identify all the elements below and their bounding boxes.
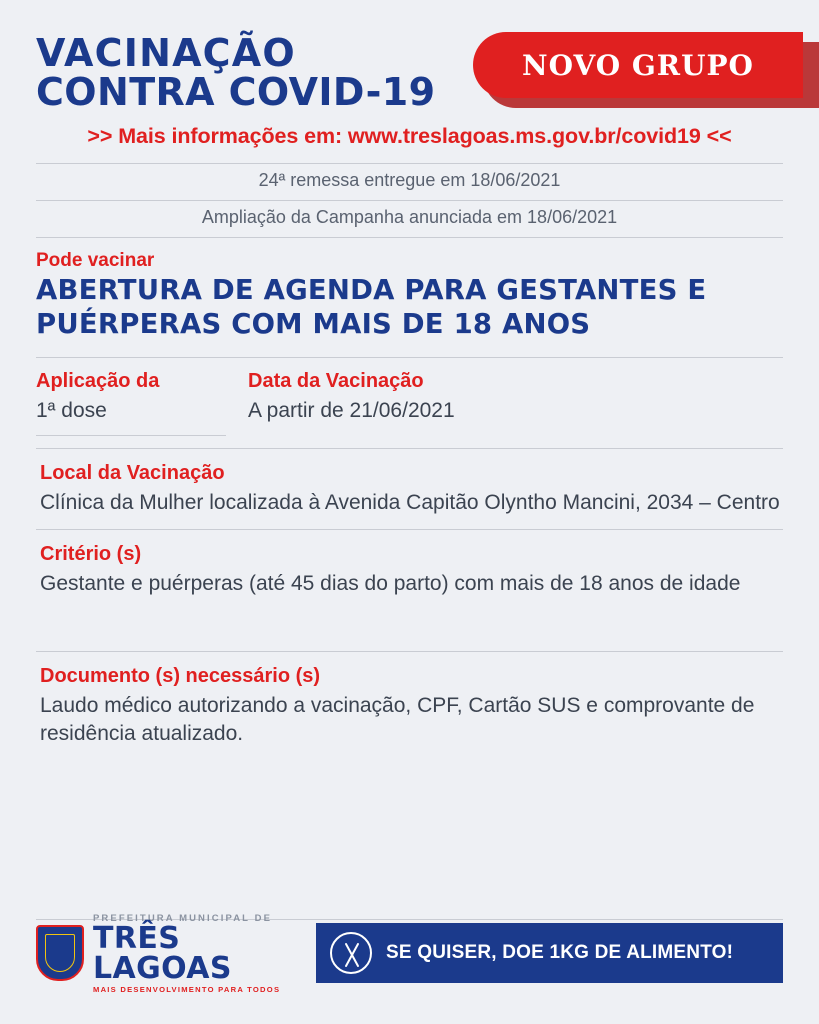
aplicacao-value: 1ª dose [36, 397, 226, 436]
documento-value: Laudo médico autorizando a vacinação, CPF, Cartão SUS e comprovante de residência atualizado. [40, 694, 755, 745]
aplicacao-field [36, 370, 226, 436]
headline: ABERTURA DE AGENDA PARA GESTANTES E PUÉRPERAS COM MAIS DE 18 ANOS [36, 274, 707, 340]
documento-field [36, 652, 783, 759]
aplicacao-label: Aplicação da [36, 370, 160, 393]
local-field [36, 449, 783, 529]
title-line-1: VACINAÇÃO [36, 31, 296, 75]
title-line-2: CONTRA COVID-19 [36, 69, 436, 114]
criterio-label: Critério (s) [40, 542, 142, 565]
coat-of-arms-icon [36, 925, 84, 981]
novo-grupo-ribbon [473, 32, 819, 102]
slogan: MAIS DESENVOLVIMENTO PARA TODOS [93, 985, 281, 994]
data-vacinacao-field [248, 370, 783, 436]
poster-footer [36, 913, 783, 994]
city-name: TRÊS LAGOAS [93, 920, 232, 987]
ribbon-body [473, 32, 803, 98]
data-vacinacao-value: A partir de 21/06/2021 [248, 399, 455, 423]
data-vacinacao-label: Data da Vacinação [248, 370, 424, 393]
prefeitura-logo [36, 913, 298, 994]
documento-label: Documento (s) necessário (s) [40, 665, 321, 688]
prefeitura-label: PREFEITURA MUNICIPAL DE [93, 912, 273, 924]
more-info-link[interactable]: >> Mais informações em: www.treslagoas.ms.gov.br/covid19 << [87, 124, 732, 148]
spacer [36, 609, 783, 651]
cutlery-icon [330, 932, 372, 974]
poster-header [36, 0, 783, 112]
pode-vacinar-label: Pode vacinar [36, 250, 155, 271]
main-content [36, 238, 783, 760]
criterio-value: Gestante e puérperas (até 45 dias do parto) com mais de 18 anos de idade [40, 571, 741, 595]
doe-text: SE QUISER, DOE 1KG DE ALIMENTO! [386, 942, 734, 964]
doe-banner [316, 923, 783, 983]
criterio-field [36, 530, 783, 610]
ribbon-label: NOVO GRUPO [522, 48, 754, 82]
logo-text [93, 913, 298, 994]
remessa-text: 24ª remessa entregue em 18/06/2021 [36, 163, 783, 200]
local-label: Local da Vacinação [40, 461, 225, 484]
dose-date-row [36, 358, 783, 448]
ampliacao-text: Ampliação da Campanha anunciada em 18/06/2021 [36, 200, 783, 237]
local-value: Clínica da Mulher localizada à Avenida Capitão Olyntho Mancini, 2034 – Centro [40, 490, 780, 514]
